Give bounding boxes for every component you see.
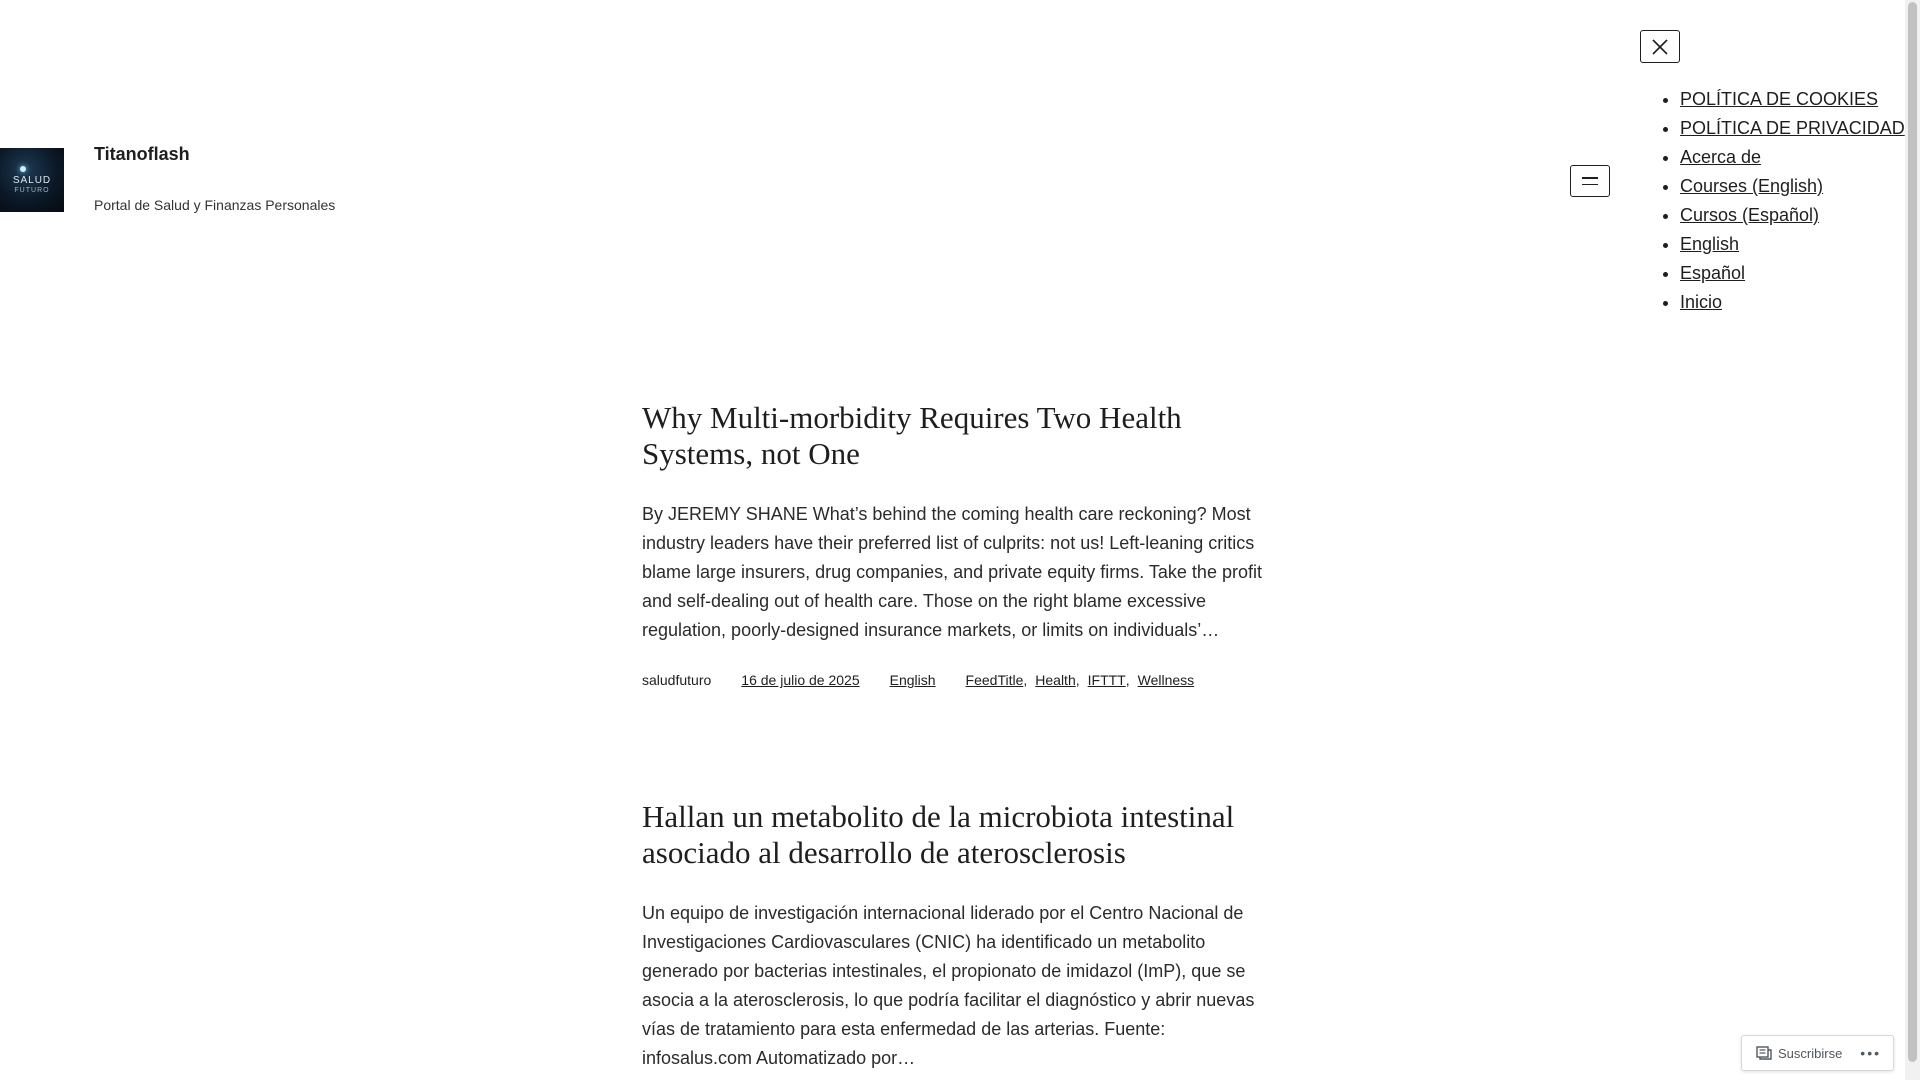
close-menu-button[interactable] [1640,30,1680,63]
post-title[interactable]: Why Multi-morbidity Requires Two Health Systems, not One [642,400,1182,471]
site-logo[interactable] [0,148,64,212]
scrollbar-thumb[interactable] [1908,2,1917,1062]
site-title[interactable]: Titanoflash [94,144,190,164]
close-icon [1651,38,1669,56]
post-date-link[interactable]: 16 de julio de 2025 [741,672,860,688]
nav-link-cookies[interactable]: POLÍTICA DE COOKIES [1680,89,1879,109]
logo-star-icon [20,166,26,172]
post-excerpt: By JEREMY SHANE What’s behind the coming health care reckoning? Most industry leaders have their preferred list of culprits: not us! Left-leaning critics blame large insurers, drug companies, and private equity firms. Take the profit and self-dealing out of health care. Those on the right blame excessive regulation, poorly-designed insurance markets, or limits on individuals’… [642,504,1262,640]
nav-item-english [1680,230,1905,259]
navigation-menu [1662,85,1905,317]
nav-item-cursos-espanol [1680,201,1905,230]
post-tag-link[interactable]: IFTTT [1087,672,1126,688]
logo-text-line1: SALUD [12,174,52,186]
nav-link-courses-english[interactable]: Courses (English) [1680,176,1824,196]
hamburger-icon-line [1582,184,1598,186]
post-card [642,400,1272,688]
subscribe-bar [1741,1035,1894,1071]
more-options-button[interactable]: ••• [1860,1045,1882,1061]
nav-link-espanol[interactable]: Español [1680,263,1746,283]
post-category-link[interactable]: English [889,672,936,688]
site-tagline: Portal de Salud y Finanzas Personales [94,197,336,213]
nav-item-privacy [1680,114,1905,143]
post-card [642,799,1272,1073]
vertical-scrollbar[interactable] [1905,0,1920,1080]
post-title[interactable]: Hallan un metabolito de la microbiota intestinal asociado al desarrollo de aterosclerosis [642,799,1235,870]
hamburger-icon-line [1582,177,1598,179]
open-menu-button[interactable] [1570,165,1610,197]
nav-link-about[interactable]: Acerca de [1680,147,1762,167]
nav-item-cookies [1680,85,1905,114]
post-tag-link[interactable]: Wellness [1137,672,1195,688]
nav-item-espanol [1680,259,1905,288]
nav-item-courses-english [1680,172,1905,201]
logo-text-line2: FUTURO [14,186,50,194]
nav-link-privacy[interactable]: POLÍTICA DE PRIVACIDAD [1680,118,1905,138]
post-author: saludfuturo [642,672,712,688]
post-meta [642,672,1272,688]
nav-item-about [1680,143,1905,172]
post-excerpt: Un equipo de investigación internacional liderado por el Centro Nacional de Investigaciones Cardiovasculares (CNIC) ha identificado un metabolito generado por bacterias intestinales, el propionato de imidazol (ImP), que se asocia a la aterosclerosis, lo que podría facilitar el diagnóstico y abrir nuevas vías de tratamiento para esta enfermedad de las arterias. Fuente: infosalus.com Automatizado por… [642,903,1255,1068]
post-tag-link[interactable]: Health [1035,672,1076,688]
tag-separator: , [1075,672,1080,688]
subscribe-button[interactable]: Suscribirse [1778,1045,1843,1061]
nav-link-english[interactable]: English [1680,234,1740,254]
nav-link-inicio[interactable]: Inicio [1680,292,1723,312]
reader-icon [1756,1046,1772,1060]
nav-link-cursos-espanol[interactable]: Cursos (Español) [1680,205,1820,225]
nav-item-inicio [1680,288,1905,317]
post-tag-link[interactable]: FeedTitle [965,672,1024,688]
tag-separator: , [1125,672,1130,688]
tag-separator: , [1023,672,1028,688]
